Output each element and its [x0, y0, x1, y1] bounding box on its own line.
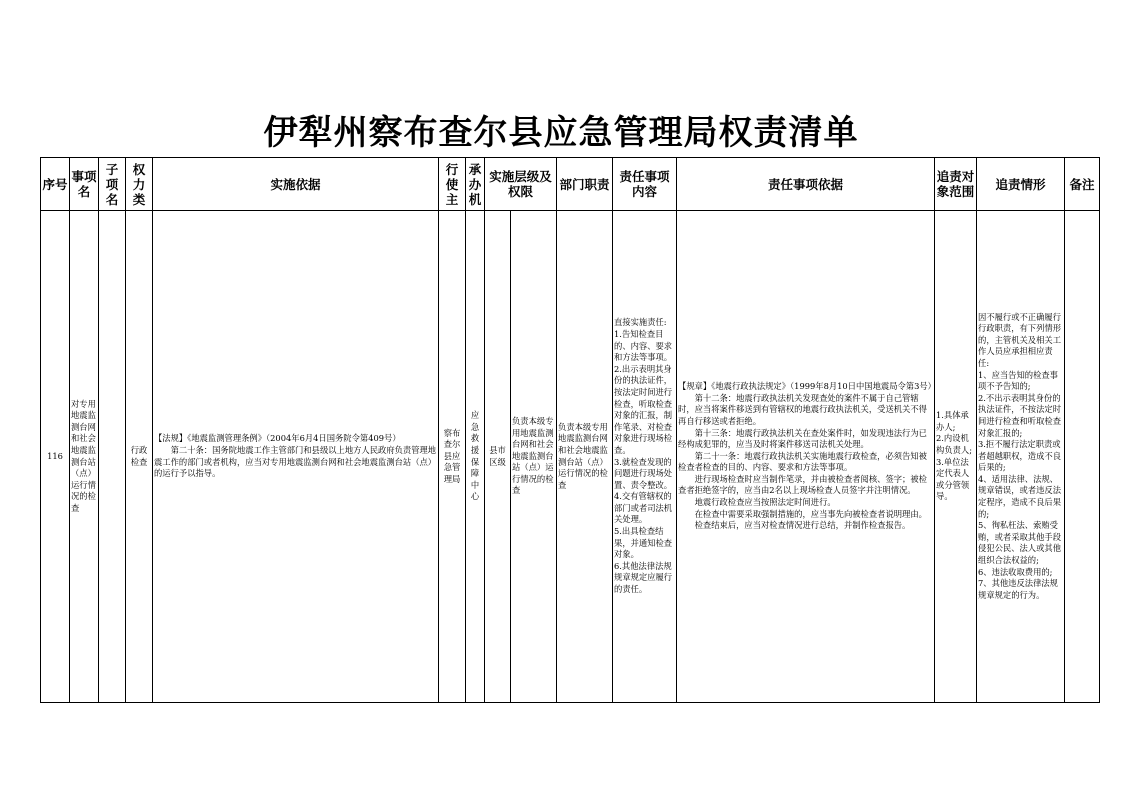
resp-basis-para: 第十二条：地震行政执法机关发现查处的案件不属于自己管辖时，应当将案件移送到有管辖权的地震行政执法机关，受送机关不得再自行移送或者拒绝。 — [678, 392, 927, 426]
cell-power-type: 行政检查 — [126, 211, 153, 703]
header-basis: 实施依据 — [153, 158, 439, 211]
resp-basis-para: 进行现场检查时应当制作笔录，并由被检查者阅核、签字；被检查者拒绝签字的，应当由2名以上现场检查人员签字并注明情况。 — [678, 473, 927, 496]
header-sub-item: 子项名 — [99, 158, 126, 211]
basis-article: 第二十条：国务院地震工作主管部门和县级以上地方人民政府负责管理地震工作的部门或者机构，应当对专用地震监测台网和社会地震监测台站（点）的运行予以指导。 — [154, 444, 437, 479]
header-resp-basis: 责任事项依据 — [677, 158, 935, 211]
cell-accountability-cases: 因不履行或不正确履行行政职责，有下列情形的，主管机关及相关工作人员应承担相应责任: 1、应当告知的检查事项不予告知的; 2.不出示表明其身份的执法证件，不按法定时间进行检查和听取检查对象汇报的; 3.拒不履行法定职责或者超越职权，造成不良后果的; 4、适用法律、法规、规章错误，或者违反法定程序，造成不良后果的; 5、徇私枉法、索贿受贿，或者采取其他手段侵犯公民、法人或其他组织合法权益的; 6、违法收取费用的; 7、其他违反法律法规规章规定的行为。 — [977, 211, 1065, 703]
resp-basis-para: 第二十一条：地震行政执法机关实施地震行政检查，必须告知被检查者检查的目的、内容、要求和方法等事项。 — [678, 450, 927, 473]
resp-basis-para: 在检查中需要采取强制措施的，应当事先向被检查者说明理由。 — [694, 508, 927, 519]
cell-seq: 116 — [41, 211, 70, 703]
cell-remarks — [1065, 211, 1100, 703]
header-dept-duty: 部门职责 — [557, 158, 613, 211]
cell-accountability-scope: 1.具体承办人; 2.内设机构负责人; 3.单位法定代表人或分管领导。 — [935, 211, 977, 703]
header-row — [41, 158, 1100, 211]
header-resp-content: 责任事项内容 — [613, 158, 677, 211]
cell-exercise-subject: 察布查尔县应急管理局 — [439, 211, 466, 703]
header-accountability-scope: 追责对象范围 — [935, 158, 977, 211]
cell-basis — [153, 211, 439, 703]
header-power-type: 权力类 — [126, 158, 153, 211]
cell-undertaker: 应急救援保障中心 — [466, 211, 485, 703]
header-seq: 序号 — [41, 158, 70, 211]
table-row — [41, 211, 1100, 703]
responsibility-table — [40, 157, 1100, 703]
cell-item-name: 对专用地震监测台网和社会地震监测台站（点）运行情况的检查 — [70, 211, 99, 703]
cell-resp-basis — [677, 211, 935, 703]
header-remarks: 备注 — [1065, 158, 1100, 211]
resp-basis-head: 【规章】《地震行政执法规定》（1999年8月10日中国地震局令第3号） — [678, 381, 936, 392]
resp-basis-para: 第十三条：地震行政执法机关在查处案件时，如发现违法行为已经构成犯罪的，应当及时将案件移送司法机关处理。 — [678, 427, 927, 450]
cell-level-scope: 县市区级 — [485, 211, 511, 703]
cell-resp-content: 直接实施责任: 1.告知检查目的、内容、要求和方法等事项。 2.出示表明其身份的执法证件，按法定时间进行检查，听取检查对象的汇报，制作笔录、对检查对象进行现场检查。 3.就检查发现的问题进行现场处置、责令整改。 4.交有管辖权的部门或者司法机关处理。 5.出具检查结果，并通知检查对象。 6.其他法律法规规章规定应履行的责任。 — [613, 211, 677, 703]
cell-dept-duty: 负责本级专用地震监测台网和社会地震监测台站（点）运行情况的检查 — [557, 211, 613, 703]
header-undertaker: 承办机 — [466, 158, 485, 211]
header-item-name: 事项名 — [70, 158, 99, 211]
resp-basis-para: 检查结束后，应当对检查情况进行总结，并制作检查报告。 — [694, 520, 911, 531]
cell-sub-item — [99, 211, 126, 703]
header-exercise-subject: 行使主 — [439, 158, 466, 211]
header-level: 实施层级及权限 — [485, 158, 557, 211]
cell-level-power: 负责本级专用地震监测台网和社会地震监测台站（点）运行情况的检查 — [511, 211, 557, 703]
basis-law: 【法规】《地震监测管理条例》（2004年6月4日国务院令第409号） — [154, 433, 401, 444]
resp-basis-para: 地震行政检查应当按照法定时间进行。 — [694, 497, 836, 508]
page-title: 伊犁州察布查尔县应急管理局权责清单 — [263, 113, 859, 153]
header-accountability-cases: 追责情形 — [977, 158, 1065, 211]
